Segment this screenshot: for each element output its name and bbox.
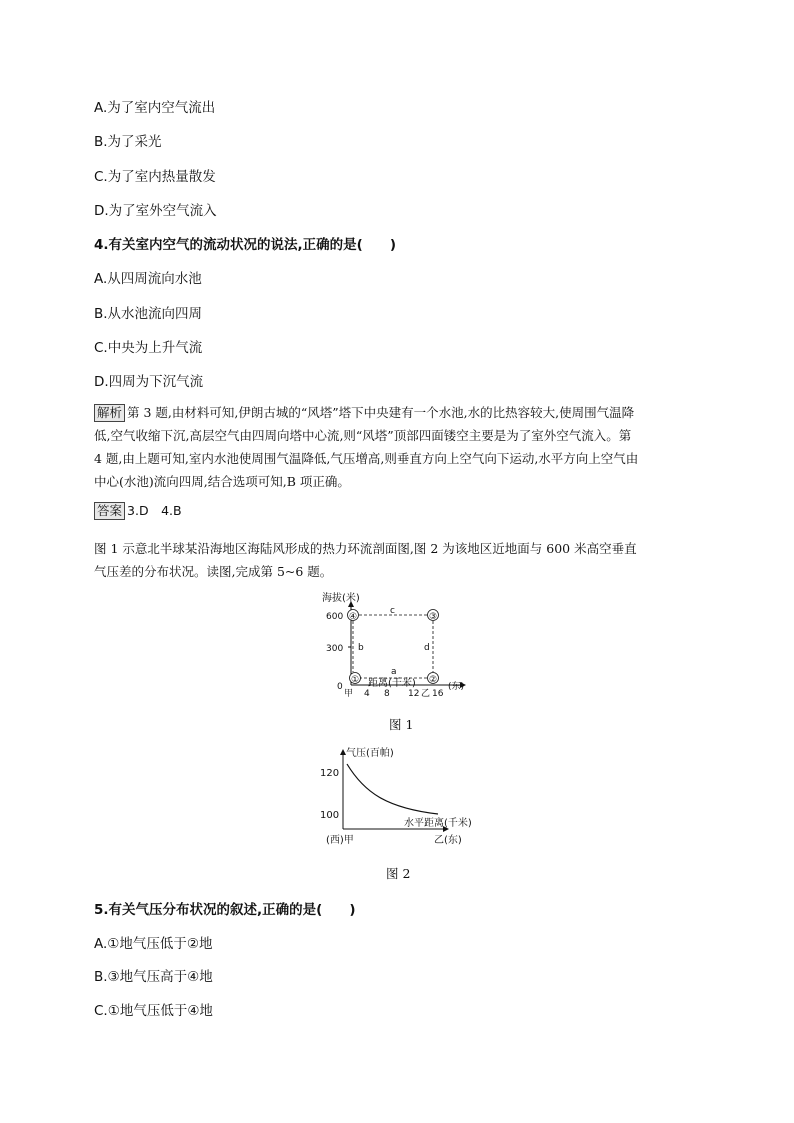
fig1-east-label: 乙 (421, 689, 431, 699)
q5-option-a: A.①地气压低于②地 (94, 936, 213, 952)
fig2-ylabel: 气压(百帕) (346, 748, 394, 759)
figure-1 (320, 588, 490, 700)
fig2-caption: 图 2 (386, 866, 411, 881)
fig1-xtick-12: 12 (408, 689, 420, 699)
q3-option-d: D.为了室外空气流入 (94, 203, 217, 219)
intro-line-1: 图 1 示意北半球某沿海地区海陆风形成的热力环流剖面图,图 2 为该地区近地面与 600 米高空垂直 (94, 541, 637, 556)
fig1-label-b: b (358, 643, 364, 653)
fig1-west-label: 甲 (344, 689, 354, 699)
q4-option-b: B.从水池流向四周 (94, 306, 203, 322)
fig1-label-a: a (391, 667, 397, 677)
analysis-block (94, 401, 704, 493)
fig1-ylabel: 海拔(米) (322, 593, 360, 604)
fig1-ytick-300: 300 (326, 644, 344, 654)
q4-option-d: D.四周为下沉气流 (94, 374, 204, 390)
q5-stem: 5.有关气压分布状况的叙述,正确的是( ) (94, 902, 356, 918)
analysis-tag: 解析 (94, 404, 125, 422)
q5-option-b: B.③地气压高于④地 (94, 969, 213, 985)
answer-tag: 答案 (94, 502, 125, 520)
fig1-caption: 图 1 (389, 717, 414, 732)
q3-option-c: C.为了室内热量散发 (94, 169, 216, 185)
fig1-label-c: c (390, 606, 395, 616)
q4-option-c: C.中央为上升气流 (94, 340, 203, 356)
fig2-pressure-curve (347, 764, 438, 814)
fig1-xtick-4: 4 (364, 689, 370, 699)
fig2-left-label: (西)甲 (326, 835, 354, 846)
fig1-ytick-0: 0 (337, 682, 343, 692)
fig2-right-label: 乙(东) (434, 835, 462, 846)
fig1-xtick-8: 8 (384, 689, 390, 699)
analysis-line-3: 4 题,由上题可知,室内水池使周围气温降低,气压增高,则垂直方向上空气向下运动,水平方向上空气由 (94, 451, 639, 466)
analysis-line-4: 中心(水池)流向四周,结合选项可知,B 项正确。 (94, 474, 350, 489)
fig1-label-d: d (424, 643, 430, 653)
intro-line-2: 气压差的分布状况。读图,完成第 5~6 题。 (94, 564, 333, 579)
answer-text: 3.D 4.B (127, 503, 182, 518)
analysis-line-1: 解析 第 3 题,由材料可知,伊朗古城的“风塔”塔下中央建有一个水池,水的比热容较大,使周围气温降 (94, 401, 704, 424)
fig1-xtick-16: 16 (432, 689, 444, 699)
fig2-ytick-120: 120 (320, 768, 340, 779)
fig1-point-3: ③ (429, 612, 438, 622)
fig1-xlabel: 距离(千米) (368, 678, 416, 689)
q5-option-c: C.①地气压低于④地 (94, 1003, 213, 1019)
fig2-ytick-100: 100 (320, 810, 340, 821)
q3-option-a: A.为了室内空气流出 (94, 100, 216, 116)
fig1-point-4: ④ (349, 612, 358, 622)
fig1-ytick-600: 600 (326, 612, 344, 622)
q3-option-b: B.为了采光 (94, 134, 162, 150)
analysis-line-2: 低,空气收缩下沉,高层空气由四周向塔中心流,则“风塔”顶部四面镂空主要是为了室外空气流入。第 (94, 428, 632, 443)
fig1-point-2: ② (429, 675, 438, 685)
q4-stem: 4.有关室内空气的流动状况的说法,正确的是( ) (94, 237, 396, 253)
answer-line (94, 501, 182, 520)
fig2-xlabel: 水平距离(千米) (404, 818, 472, 829)
fig1-point-1: ① (351, 675, 360, 685)
fig1-dir-label: (东) (448, 682, 465, 692)
q4-option-a: A.从四周流向水池 (94, 271, 202, 287)
intro-block (94, 537, 704, 583)
figure-2 (316, 742, 486, 850)
